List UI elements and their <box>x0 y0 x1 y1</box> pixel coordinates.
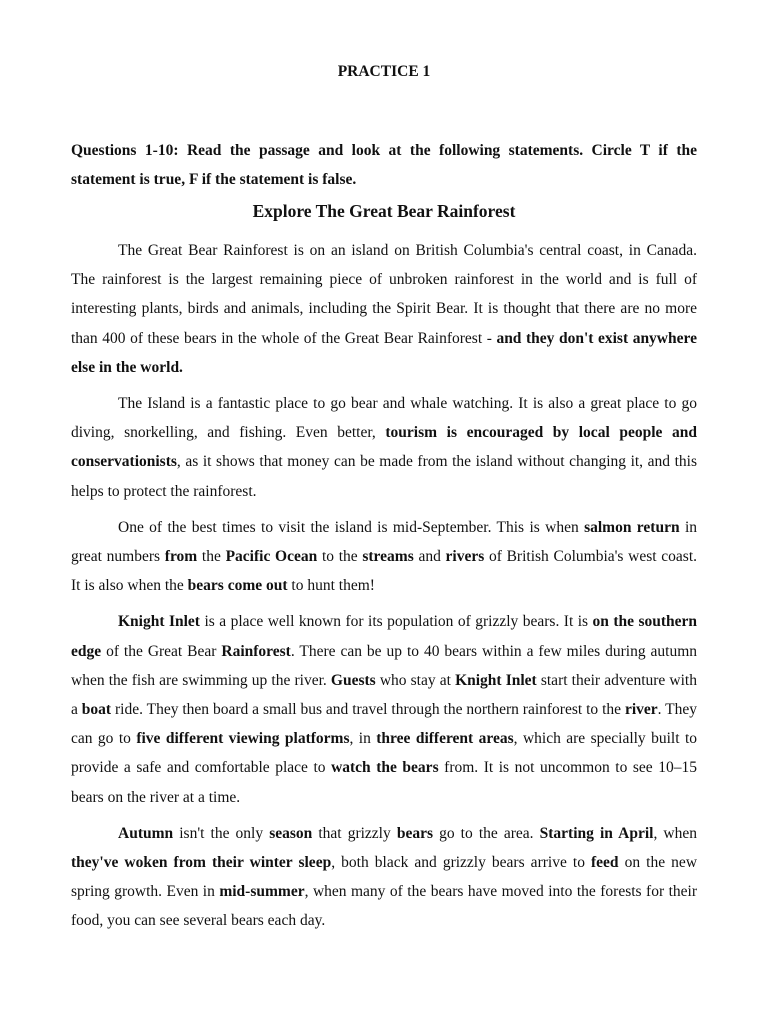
text-run: is a place well known for its population of grizzly bears. It is <box>199 613 593 631</box>
text-run: The Great Bear Rainforest is on an island on British Columbia's central coast, in Canada. The rainforest is the largest remaining piece of unbroken rainforest in the world and is full of interesting plants, birds and animals, including the Spirit Bear. It is thought that there are no more than 400 of these bears in the whole of the Great Bear Rainforest - <box>71 242 697 347</box>
bold-phrase: season <box>269 824 313 842</box>
text-run: , when many of the bears have moved into the forests for their food, you can see several bears each day. <box>71 883 697 930</box>
bold-phrase: bears <box>396 824 433 842</box>
bold-phrase: rivers <box>445 548 485 566</box>
bold-phrase: river <box>624 701 658 719</box>
bold-phrase: from <box>164 548 198 566</box>
text-run: ride. They then board a small bus and travel through the northern rainforest to the <box>111 701 625 719</box>
bold-phrase: Pacific Ocean <box>225 548 318 566</box>
text-run: , as it shows that money can be made from the island without changing it, and this helps to protect the rainforest. <box>71 453 697 500</box>
text-run: go to the area. <box>433 824 540 842</box>
text-run: . They can go to <box>71 701 697 748</box>
bold-phrase: tourism is encouraged by local people and conservationists <box>71 424 697 471</box>
bold-phrase: and they don't exist anywhere else in the world. <box>71 329 697 376</box>
article-paragraph <box>71 236 697 382</box>
article-title: Explore The Great Bear Rainforest <box>252 201 516 221</box>
text-run: on the new spring growth. Even in <box>71 854 698 901</box>
text-run: to hunt them! <box>287 577 375 595</box>
practice-heading: PRACTICE 1 <box>337 63 431 80</box>
text-run: , when <box>653 824 697 842</box>
text-run: One of the best times to visit the island is mid-September. This is when <box>118 518 585 536</box>
question-instructions: Questions 1-10: Read the passage and look at the following statements. Circle T if the statement is true, F if the statement is false. <box>71 142 697 188</box>
bold-phrase: mid-summer <box>219 883 305 901</box>
bold-phrase: Starting in April <box>539 824 654 842</box>
article-body <box>71 236 697 936</box>
bold-phrase: bears come out <box>187 577 288 595</box>
text-run: and <box>413 548 446 566</box>
bold-phrase: Rainforest <box>221 642 291 660</box>
article-paragraph <box>71 819 697 936</box>
bold-phrase: Autumn <box>118 824 174 842</box>
bold-phrase: streams <box>362 548 414 566</box>
bold-phrase: Knight Inlet <box>455 671 537 689</box>
article-paragraph <box>71 389 697 506</box>
bold-phrase: watch the bears <box>331 759 439 777</box>
bold-phrase: Guests <box>330 671 376 689</box>
bold-phrase: Knight Inlet <box>118 613 200 631</box>
text-run: , in <box>349 730 377 748</box>
text-run: isn't the only <box>173 824 270 842</box>
text-run: in great numbers <box>71 518 697 566</box>
text-run: start their adventure with a <box>71 671 697 719</box>
text-run: that grizzly <box>312 824 397 842</box>
text-run: , both black and grizzly bears arrive to <box>331 854 592 872</box>
bold-phrase: feed <box>591 854 619 872</box>
text-run: from. It is not uncommon to see 10–15 bears on the river at a time. <box>71 759 697 806</box>
bold-phrase: five different viewing platforms <box>136 730 350 748</box>
bold-phrase: salmon return <box>584 518 680 536</box>
text-run: to the <box>317 548 363 566</box>
bold-phrase: they've woken from their winter sleep <box>71 854 332 872</box>
article-paragraph <box>71 513 697 601</box>
text-run: the <box>197 548 226 566</box>
text-run: of British Columbia's west coast. It is also when the <box>71 548 698 595</box>
bold-phrase: boat <box>81 701 112 719</box>
bold-phrase: on the southern edge <box>71 613 698 660</box>
article-paragraph <box>71 607 697 811</box>
text-run: , which are specially built to provide a safe and comfortable place to <box>71 730 698 777</box>
bold-phrase: three different areas <box>376 730 514 748</box>
text-run: . There can be up to 40 bears within a few miles during autumn when the fish are swimming up the river. <box>71 642 698 689</box>
text-run: The Island is a fantastic place to go bear and whale watching. It is also a great place to go diving, snorkelling, and fishing. Even better, <box>71 395 697 442</box>
text-run: who stay at <box>375 671 456 689</box>
text-run: of the Great Bear <box>101 642 222 660</box>
